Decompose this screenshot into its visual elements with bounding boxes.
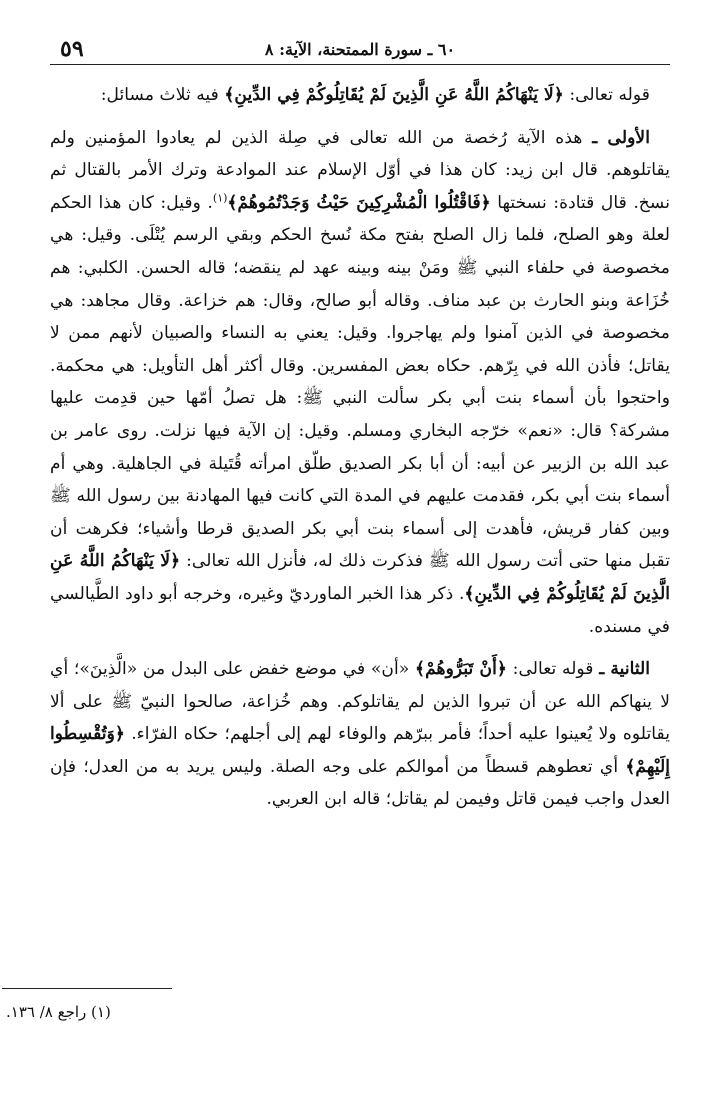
intro-prefix: قوله تعالى:: [569, 85, 650, 105]
running-header: [50, 34, 670, 65]
issue-one-text-1: هذه الآية رُخصة من الله تعالى في صِلة الذين لم يعادوا المؤمنين ولم يقاتلوهم. قال ابن زيد: كان هذا في أوّل الإسلام عند الموادعة وترك الأمر بالقتال ثم نسخ. قال قتادة: نسختها: [50, 127, 670, 213]
quran-verse: ﴿وَتُقْسِطُوا إِلَيْهِمْ﴾: [50, 724, 670, 777]
quran-verse: ﴿فَاقْتُلُوا الْمُشْرِكِينَ حَيْثُ وَجَدْتُمُوهُمْ﴾: [227, 192, 491, 213]
intro-suffix: فيه ثلاث مسائل:: [100, 85, 219, 105]
quran-verse: ﴿أَنْ تَبَرُّوهُمْ﴾: [415, 659, 507, 680]
issue-one-paragraph: [50, 122, 670, 644]
issue-two-paragraph: [50, 653, 670, 816]
footnote-divider: [2, 988, 172, 989]
issue-one-text-3: . ذكر هذا الخبر الماورديّ وغيره، وخرجه أبو داود الطَّيالسي في مسنده.: [50, 583, 670, 637]
issue-two-text-3: أي تعطوهم قسطاً من أموالكم على وجه الصلة. وليس يريد به من العدل؛ فإن العدل واجب فيمن قاتل وفيمن لم يقاتل؛ قاله ابن العربي.: [50, 756, 670, 810]
quran-verse: ﴿لَا يَنْهَاكُمُ اللَّهُ عَنِ الَّذِينَ لَمْ يُقَاتِلُوكُمْ فِي الدِّينِ﴾: [50, 551, 670, 604]
quran-verse: ﴿لَا يَنْهَاكُمُ اللَّهُ عَنِ الَّذِينَ لَمْ يُقَاتِلُوكُمْ فِي الدِّينِ﴾: [224, 85, 564, 105]
footnote-ref: (١): [212, 191, 228, 205]
running-title: ٦٠ ـ سورة الممتحنة، الآية: ٨: [264, 40, 456, 59]
issue-two-text-2: «أن» في موضع خفض على البدل من «الَّذِينَ»؛ أي لا ينهاكم الله عن أن تبروا الذين لم يقاتلوكم. وهم خُزاعة، صالحوا النبيّ ﷺ على ألا يقاتلوه ولا يُعينوا عليه أحداً؛ فأمر ببرّهم والوفاء لهم إلى أجلهم؛ حكاه الفرّاء.: [50, 659, 670, 745]
book-page: [50, 34, 670, 816]
issue-one-lead: الأولى ـ: [592, 127, 650, 148]
issue-two-lead: الثانية ـ: [599, 659, 651, 680]
issue-one-text-2: . وقيل: كان هذا الحكم لعلة وهو الصلح، فلما زال الصلح بفتح مكة نُسخ الحكم وبقي الرسم يُتْلَى. وقيل: هي مخصوصة في حلفاء النبي ﷺ ومَنْ بينه وبينه عهد لم ينقضه؛ قاله الحسن. الكلبي: هم خُزَاعة وبنو الحارث بن عبد مناف. وقاله أبو صالح، وقال: هم خزاعة. وقال مجاهد: هي مخصوصة في الذين آمنوا ولم يهاجروا. وقيل: يعني به النساء والصبيان لأنهم ممن لا يقاتل؛ فأذن الله في بِرّهم. حكاه بعض المفسرين. وقال أكثر أهل التأويل: هي محكمة. واحتجوا بأن أسماء بنت أبي بكر سألت النبي ﷺ: هل تصلُ أمّها حين قدِمت عليها مشركة؟ قال: «نعم» خرّجه البخاري ومسلم. وقيل: إن الآية فيها نزلت. روى عامر بن عبد الله بن الزبير عن أبيه: أن أبا بكر الصديق طلّق امرأته قُتَيلة في الجاهلية. وهي أم أسماء بنت أبي بكر، فقدمت عليهم في المدة التي كانت فيها المهادنة بين رسول الله ﷺ وبين كفار قريش، فأهدت إلى أسماء بنت أبي بكر الصديق قرطا وأشياء؛ فكرهت أن تقبل منها حتى أتت رسول الله ﷺ فذكرت ذلك له، فأنزل الله تعالى:: [50, 192, 670, 572]
page-number: ٥٩: [60, 36, 84, 62]
intro-paragraph: [50, 79, 670, 112]
footnote: (١) راجع ٨/ ١٣٦.: [6, 1003, 111, 1021]
body-text: [50, 79, 670, 816]
issue-two-text-1: قوله تعالى:: [512, 659, 594, 680]
